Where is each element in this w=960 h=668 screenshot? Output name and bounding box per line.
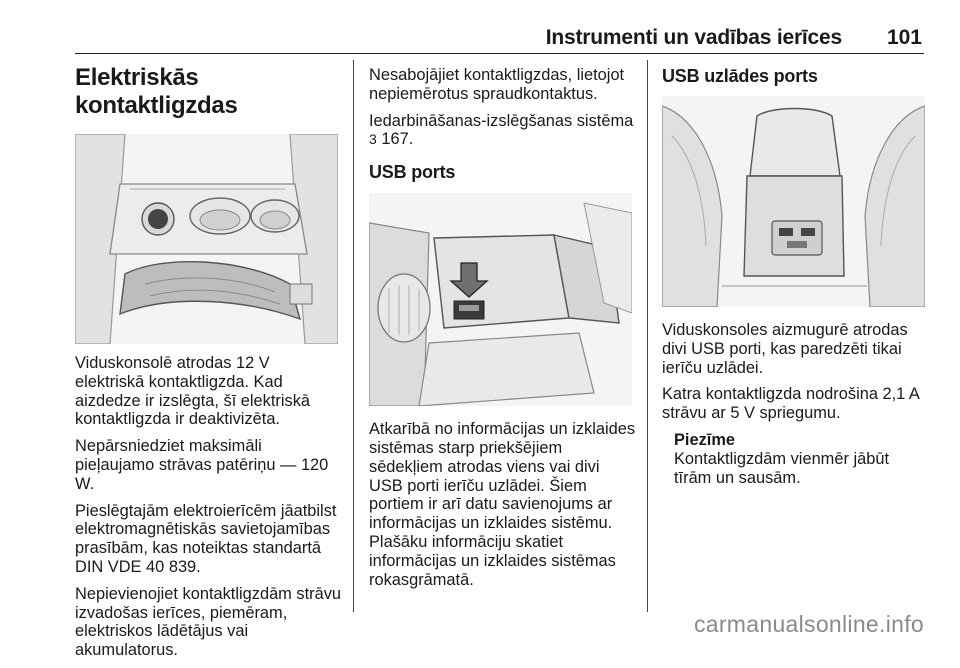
paragraph: Viduskonsolē atrodas 12 V elektriskā kontaktligzda. Kad aizdedze ir izslēgta, šī elektriskā kontaktligzda ir deaktivizēta. — [75, 354, 311, 429]
paragraph: Nepievienojiet kontaktligzdām strāvu izvadošas ierīces, piemēram, elektriskos lādētājus vai akumulatorus. — [75, 584, 342, 660]
usb-charging-port-illustration — [662, 96, 925, 307]
page-reference-icon: 3 — [369, 131, 377, 148]
paragraph: Nepārsniedziet maksimāli pieļaujamo strāvas patēriņu — 120 W. — [75, 437, 329, 493]
note-text: Kontaktligzdām vienmēr jābūt tīrām un sausām. — [674, 449, 890, 487]
column-divider-2 — [647, 60, 648, 612]
column-2 — [369, 56, 637, 597]
column-divider-1 — [353, 60, 354, 612]
section-heading-power-outlets: Elektriskās kontaktligzdas — [75, 64, 238, 119]
note-block — [674, 431, 930, 488]
paragraph: Katra kontaktligzda nodrošina 2,1 A strāvu ar 5 V spriegumu. — [662, 385, 919, 423]
paragraph — [369, 112, 637, 150]
page-header — [0, 0, 960, 56]
column-3 — [662, 56, 930, 496]
page-reference: 167. — [381, 130, 414, 149]
section-heading-usb-ports: USB ports — [369, 162, 456, 183]
header-rule — [75, 53, 924, 54]
paragraph: Pieslēgtajām elektroierīcēm jāatbilst elektromagnētiskās savietojamības prasībām, kas noteiktas standartā DIN VDE 40 839. — [75, 501, 337, 576]
note-title: Piezīme — [674, 430, 736, 449]
column-1 — [75, 56, 343, 668]
paragraph-text: Iedarbināšanas-izslēgšanas sistēma — [369, 111, 634, 130]
watermark: carmanualsonline.info — [693, 611, 924, 637]
paragraph: Atkarībā no informācijas un izklaides sistēmas starp priekšējiem sēdekļiem atrodas viens vai divi USB porti ierīču uzlādei. Šiem portiem ir arī datu savienojums ar informācijas un izklaides sistēmu. Plašāku informāciju skatiet informācijas un izklaides sistēmas rokasgrāmatā. — [369, 420, 636, 589]
usb-port-illustration — [369, 193, 632, 406]
power-outlet-illustration — [75, 134, 338, 344]
paragraph: Viduskonsoles aizmugurē atrodas divi USB porti, kas paredzēti tikai ierīču uzlādei. — [662, 321, 908, 377]
paragraph: Nesabojājiet kontaktligzdas, lietojot nepiemērotus spraudkontaktus. — [369, 66, 625, 103]
page-number: 101 — [886, 26, 922, 49]
section-heading-usb-charging-ports: USB uzlādes ports — [662, 66, 818, 86]
header-title: Instrumenti un vadības ierīces — [545, 26, 842, 49]
